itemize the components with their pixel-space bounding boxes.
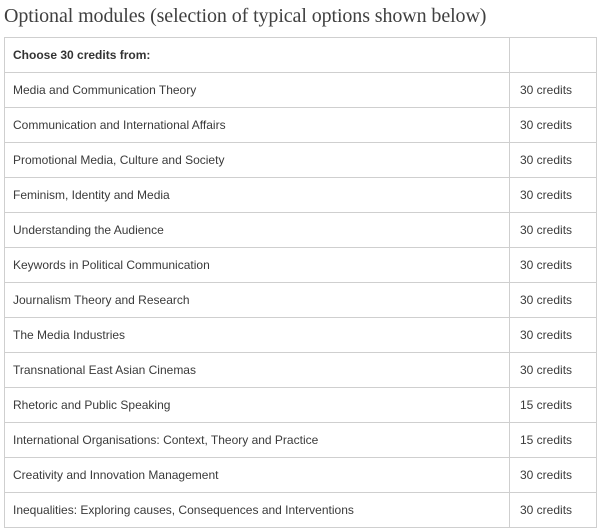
optional-modules-table xyxy=(4,37,597,528)
module-name: Promotional Media, Culture and Society xyxy=(5,143,510,178)
table-header-row xyxy=(5,38,597,73)
module-credits: 15 credits xyxy=(510,423,597,458)
credits-column-header xyxy=(510,38,597,73)
module-credits: 30 credits xyxy=(510,73,597,108)
table-row xyxy=(5,388,597,423)
table-row xyxy=(5,458,597,493)
module-name: Transnational East Asian Cinemas xyxy=(5,353,510,388)
module-name: Media and Communication Theory xyxy=(5,73,510,108)
module-credits: 30 credits xyxy=(510,108,597,143)
choose-credits-heading: Choose 30 credits from: xyxy=(5,38,510,73)
module-credits: 30 credits xyxy=(510,458,597,493)
table-row xyxy=(5,213,597,248)
module-credits: 30 credits xyxy=(510,248,597,283)
module-name: Creativity and Innovation Management xyxy=(5,458,510,493)
table-row xyxy=(5,283,597,318)
table-row xyxy=(5,108,597,143)
table-row xyxy=(5,423,597,458)
module-name: Rhetoric and Public Speaking xyxy=(5,388,510,423)
module-name: Inequalities: Exploring causes, Consequences and Interventions xyxy=(5,493,510,528)
module-name: Feminism, Identity and Media xyxy=(5,178,510,213)
table-row xyxy=(5,353,597,388)
page-title: Optional modules (selection of typical options shown below) xyxy=(4,5,487,27)
module-name: International Organisations: Context, Theory and Practice xyxy=(5,423,510,458)
table-row xyxy=(5,143,597,178)
module-name: Understanding the Audience xyxy=(5,213,510,248)
table-row xyxy=(5,73,597,108)
table-row xyxy=(5,248,597,283)
table-row xyxy=(5,493,597,528)
module-credits: 30 credits xyxy=(510,213,597,248)
module-credits: 30 credits xyxy=(510,353,597,388)
module-credits: 15 credits xyxy=(510,388,597,423)
module-credits: 30 credits xyxy=(510,493,597,528)
table-row xyxy=(5,178,597,213)
module-credits: 30 credits xyxy=(510,318,597,353)
module-name: Journalism Theory and Research xyxy=(5,283,510,318)
module-credits: 30 credits xyxy=(510,178,597,213)
module-name: Keywords in Political Communication xyxy=(5,248,510,283)
table-row xyxy=(5,318,597,353)
module-credits: 30 credits xyxy=(510,283,597,318)
module-name: Communication and International Affairs xyxy=(5,108,510,143)
module-name: The Media Industries xyxy=(5,318,510,353)
module-credits: 30 credits xyxy=(510,143,597,178)
